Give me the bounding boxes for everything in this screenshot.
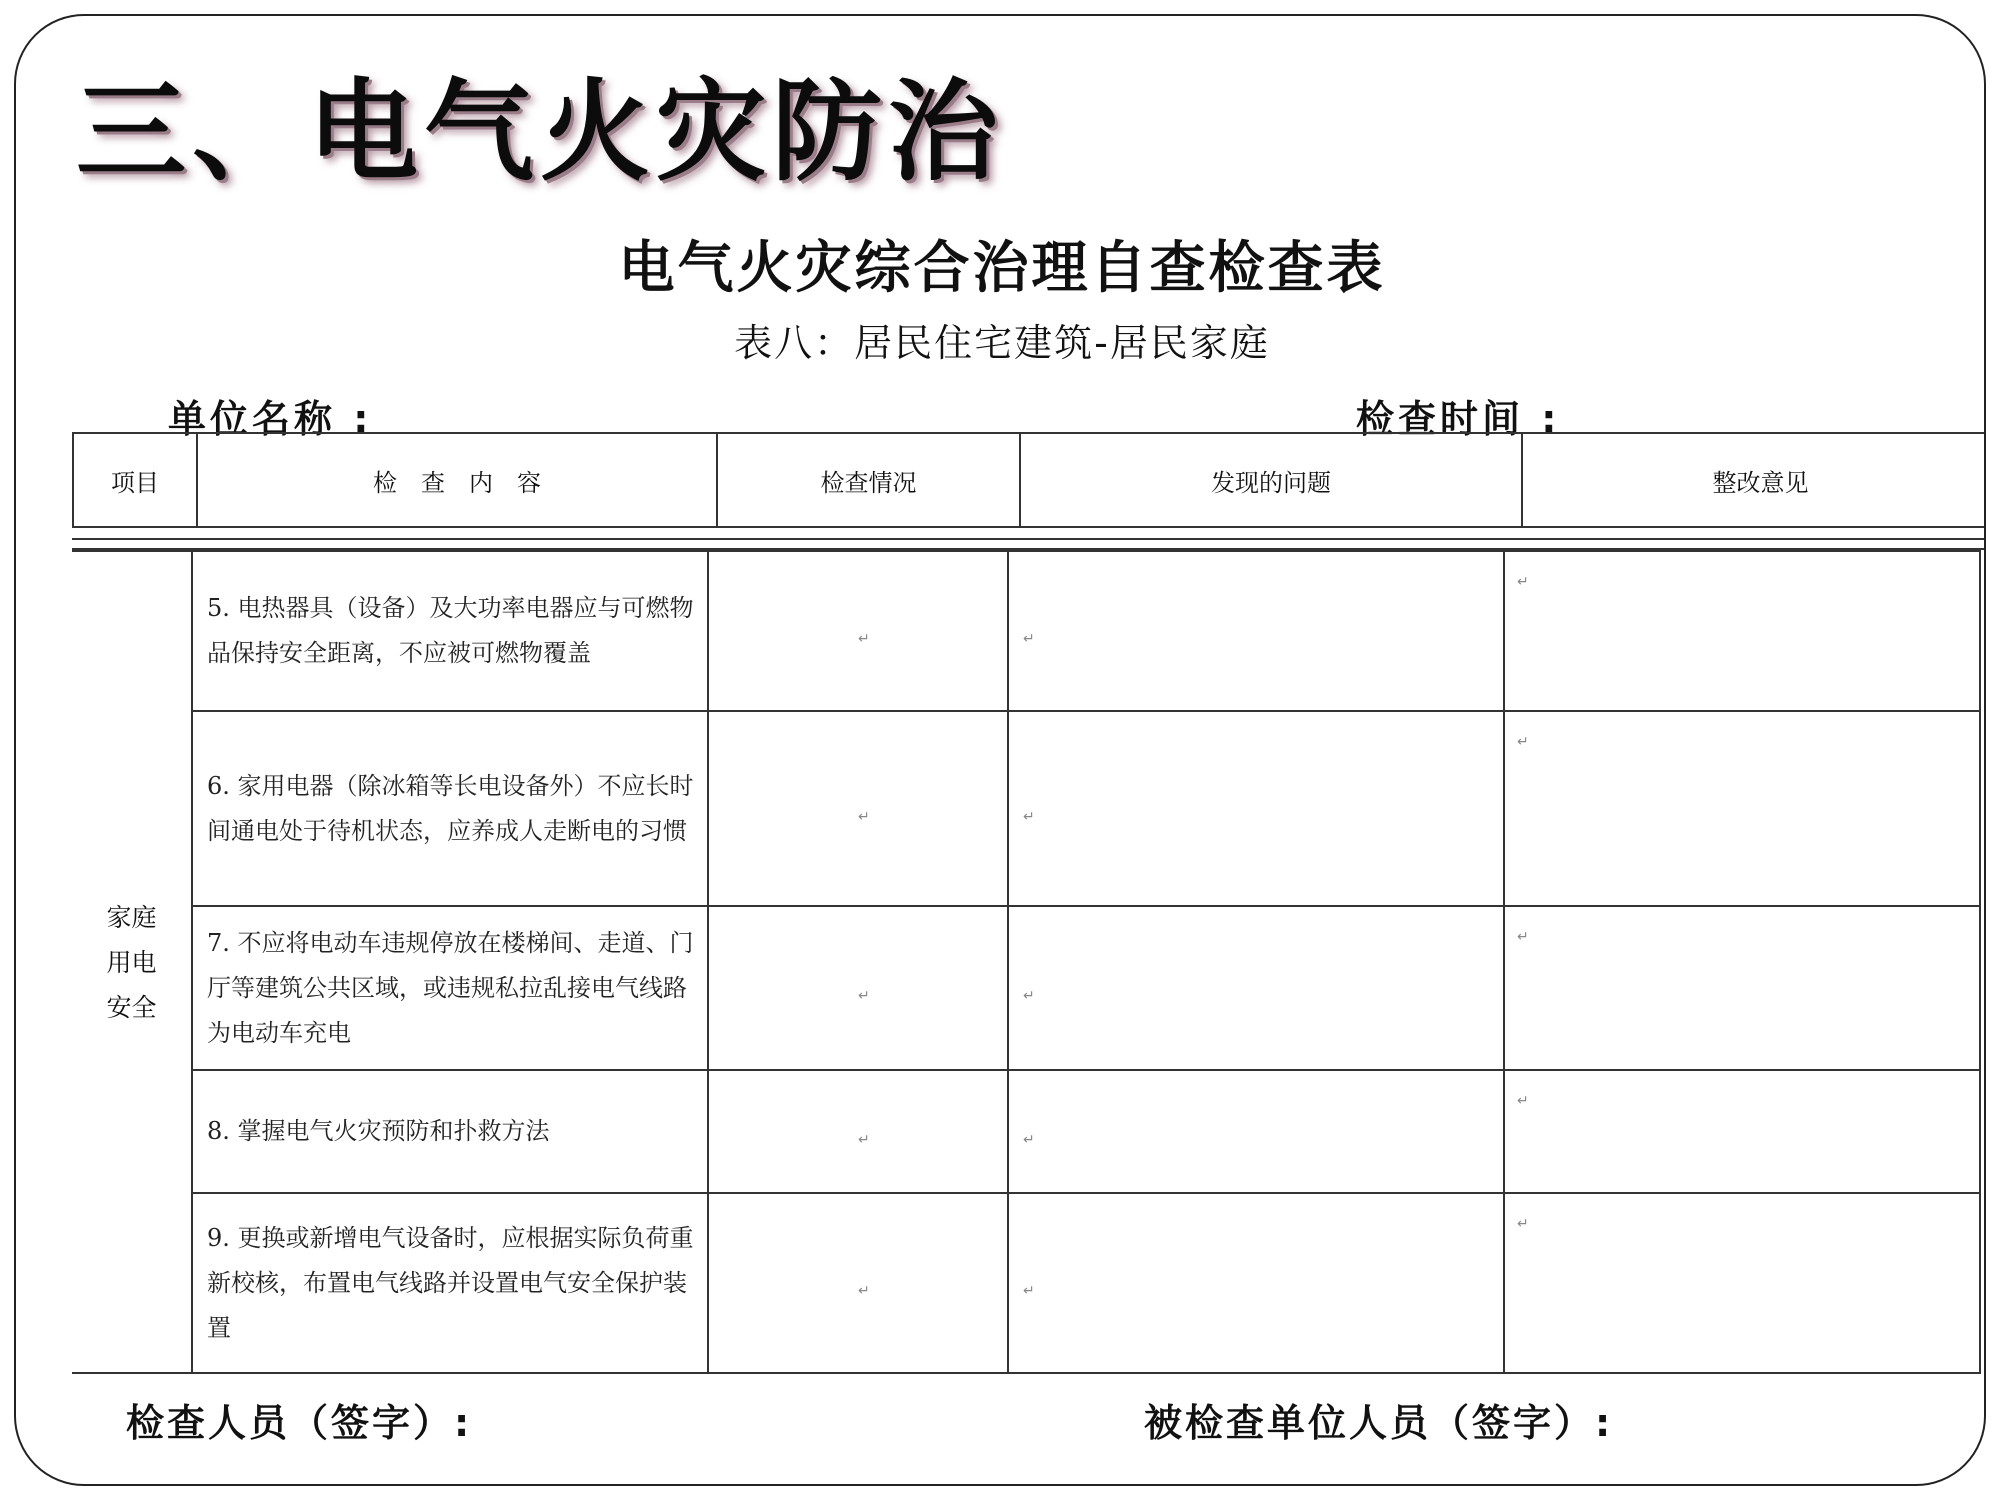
category-line: 家庭 <box>106 902 157 932</box>
problems-input-cell[interactable] <box>1008 906 1504 1070</box>
paragraph-mark: ↵ <box>858 1283 870 1299</box>
table-row <box>72 1070 1980 1193</box>
check-content-cell: 5. 电热器具（设备）及大功率电器应与可燃物品保持安全距离，不应被可燃物覆盖 <box>192 551 708 711</box>
paragraph-mark: ↵ <box>858 1131 870 1148</box>
checklist-table <box>72 550 1981 1374</box>
table-row <box>72 906 1980 1070</box>
document-title-text: 电气火灾综合治理自查检查表 <box>618 235 1386 301</box>
check-content-cell: 9. 更换或新增电气设备时，应根据实际负荷重新校核，布置电气线路并设置电气安全保护装置 <box>192 1193 708 1373</box>
header-row <box>73 433 1986 527</box>
document-subtitle-text: 表八：居民住宅建筑-居民家庭 <box>734 321 1270 365</box>
advice-input-cell[interactable] <box>1504 906 1980 1070</box>
header-divider <box>72 538 1986 540</box>
paragraph-mark: ↵ <box>858 631 870 647</box>
header-status: 检查情况 <box>717 433 1020 527</box>
inspected-unit-signature-label: 被检查单位人员（签字）: <box>1144 1401 1614 1445</box>
paragraph-mark: ↵ <box>1023 988 1035 1004</box>
slide-frame <box>14 14 1986 1486</box>
paragraph-mark: ↵ <box>858 808 870 825</box>
check-content-cell: 7. 不应将电动车违规停放在楼梯间、走道、门厅等建筑公共区域，或违规私拉乱接电气线路为电动车充电 <box>192 906 708 1070</box>
table-header <box>72 432 1986 528</box>
status-input-cell[interactable] <box>708 1070 1008 1193</box>
category-cell <box>72 551 192 1373</box>
inspection-time-label: 检查时间 : <box>1356 397 1561 441</box>
paragraph-mark: ↵ <box>1517 1093 1529 1109</box>
paragraph-mark: ↵ <box>1517 734 1529 750</box>
header-problems: 发现的问题 <box>1020 433 1522 527</box>
advice-input-cell[interactable] <box>1504 1193 1980 1373</box>
problems-input-cell[interactable] <box>1008 1193 1504 1373</box>
status-input-cell[interactable] <box>708 906 1008 1070</box>
paragraph-mark: ↵ <box>1023 808 1035 825</box>
status-input-cell[interactable] <box>708 711 1008 906</box>
header-item: 项目 <box>73 433 197 527</box>
status-input-cell[interactable] <box>708 1193 1008 1373</box>
category-line: 安全 <box>106 992 157 1022</box>
document-subtitle <box>16 312 1986 367</box>
document-title <box>16 224 1986 304</box>
check-content-cell: 8. 掌握电气火灾预防和扑救方法 <box>192 1070 708 1193</box>
status-input-cell[interactable] <box>708 551 1008 711</box>
category-line: 用电 <box>106 947 157 977</box>
advice-input-cell[interactable] <box>1504 1070 1980 1193</box>
paragraph-mark: ↵ <box>1023 1283 1035 1299</box>
paragraph-mark: ↵ <box>1517 1216 1529 1232</box>
check-content-cell: 6. 家用电器（除冰箱等长电设备外）不应长时间通电处于待机状态，应养成人走断电的习惯 <box>192 711 708 906</box>
inspector-signature-label: 检查人员（签字）: <box>126 1401 473 1445</box>
paragraph-mark: ↵ <box>1517 574 1529 590</box>
table-row <box>72 711 1980 906</box>
paragraph-mark: ↵ <box>1023 631 1035 647</box>
paragraph-mark: ↵ <box>1023 1131 1035 1148</box>
problems-input-cell[interactable] <box>1008 551 1504 711</box>
slide-title: 三、电气火灾防治 <box>76 68 1004 196</box>
unit-name-label: 单位名称 : <box>168 397 373 441</box>
advice-input-cell[interactable] <box>1504 551 1980 711</box>
problems-input-cell[interactable] <box>1008 1070 1504 1193</box>
table-row <box>72 1193 1980 1373</box>
paragraph-mark: ↵ <box>858 988 870 1004</box>
header-content: 检 查 内 容 <box>197 433 717 527</box>
header-advice: 整改意见 <box>1522 433 1986 527</box>
table-row <box>72 551 1980 711</box>
paragraph-mark: ↵ <box>1517 929 1529 945</box>
problems-input-cell[interactable] <box>1008 711 1504 906</box>
advice-input-cell[interactable] <box>1504 711 1980 906</box>
